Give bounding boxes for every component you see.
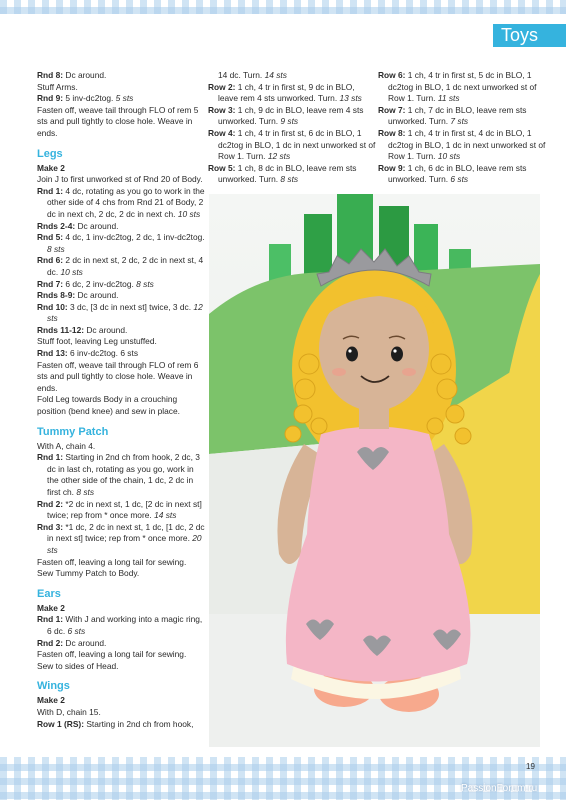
- right-eye: [391, 347, 403, 362]
- column-left: [37, 70, 207, 730]
- instruction-row: Row 9: 1 ch, 6 dc in BLO, leave rem sts unworked. Turn. 6 sts: [378, 162, 527, 185]
- instruction-row: Rnd 8: Dc around.: [37, 70, 107, 80]
- instruction-text: With D, chain 15.: [37, 706, 101, 717]
- instruction-row: Row 4: 1 ch, 4 tr in first st, 6 dc in BLO, 1 dc2tog in BLO, 1 dc in next unworked st of Row 1. Turn. 12 sts: [208, 127, 376, 162]
- instruction-row: Row 2: 1 ch, 4 tr in first st, 9 dc in BLO, leave rem 4 sts unworked. Turn. 13 sts: [208, 81, 362, 104]
- make-count: Make 2: [37, 602, 65, 613]
- doll-photo: [209, 194, 540, 747]
- instruction-text: Fasten off, weave tail through FLO of rem 6 sts and pull tightly to close hole. Weave in ends.: [37, 359, 199, 393]
- section-label: Toys: [501, 25, 539, 45]
- instruction-text: Fasten off, leaving a long tail for sewing.: [37, 556, 187, 567]
- instruction-row: Rnd 1: 4 dc, rotating as you go to work in the other side of 4 chs from Rnd 21 of Body, 2 dc in next ch, 2 dc, 2 dc in next ch. 10 sts: [37, 185, 205, 219]
- left-eye: [346, 347, 358, 362]
- instruction-text: Sew to sides of Head.: [37, 660, 119, 671]
- instruction-row: Rnd 9: 5 inv-dc2tog. 5 sts: [37, 93, 134, 104]
- make-count: Make 2: [37, 695, 65, 706]
- top-gingham-border: [0, 0, 566, 14]
- instruction-row: Rnds 2-4: Dc around.: [37, 220, 119, 231]
- heading-tummy-patch: Tummy Patch: [37, 425, 109, 438]
- column-right: [378, 70, 548, 186]
- instruction-row: Rnd 13: 6 inv-dc2tog. 6 sts: [37, 348, 139, 359]
- make-count: Make 2: [37, 162, 65, 173]
- instruction-row: Row 3: 1 ch, 9 dc in BLO, leave rem 4 sts unworked. Turn. 9 sts: [208, 104, 364, 127]
- section-tab: [493, 24, 566, 47]
- instruction-row: Row 8: 1 ch, 4 tr in first st, 4 dc in BLO, 1 dc2tog in BLO, 1 dc in next unworked st of Row 1. Turn. 10 sts: [378, 127, 546, 162]
- instruction-row: Rnd 6: 2 dc in next st, 2 dc, 2 dc in next st, 4 dc. 10 sts: [37, 255, 204, 277]
- heading-legs: Legs: [37, 147, 63, 160]
- instruction-row: Rnd 1: With J and working into a magic ring, 6 dc. 6 sts: [37, 614, 203, 636]
- instruction-text: Sew Tummy Patch to Body.: [37, 568, 140, 579]
- instruction-row: Rnd 7: 6 dc, 2 inv-dc2tog. 8 sts: [37, 278, 154, 289]
- column-middle: [208, 70, 376, 186]
- instruction-text: Stuff foot, leaving Leg unstuffed.: [37, 336, 157, 347]
- instruction-text: Join J to first unworked st of Rnd 20 of Body.: [37, 174, 203, 185]
- instruction-text: Fold Leg towards Body in a crouching position (bend knee) and sew in place.: [37, 394, 180, 417]
- instruction-row: Row 7: 1 ch, 7 dc in BLO, leave rem sts unworked. Turn. 7 sts: [378, 104, 527, 127]
- instruction-row: Rnds 11-12: Dc around.: [37, 324, 128, 335]
- page-number: 19: [526, 762, 535, 771]
- instruction-row: Row 1 (RS): Starting in 2nd ch from hook,: [37, 718, 194, 729]
- instruction-text: Fasten off, weave tail through FLO of rem 5 sts and pull tightly to close hole. Weave in ends.: [37, 104, 199, 138]
- instruction-text: With A, chain 4.: [37, 440, 96, 451]
- heading-wings: Wings: [37, 680, 70, 693]
- heading-ears: Ears: [37, 587, 61, 600]
- instruction-text: Stuff Arms.: [37, 81, 78, 92]
- watermark: PassionForum.ru: [461, 783, 538, 794]
- instruction-row: 14 dc. Turn. 14 sts: [218, 70, 287, 80]
- instruction-row: Row 5: 1 ch, 8 dc in BLO, leave rem sts unworked. Turn. 8 sts: [208, 162, 357, 185]
- instruction-row: Rnd 2: Dc around.: [37, 637, 107, 648]
- instruction-row: Rnds 8-9: Dc around.: [37, 290, 119, 301]
- instruction-row: Rnd 5: 4 dc, 1 inv-dc2tog, 2 dc, 1 inv-dc2tog. 8 sts: [37, 232, 205, 254]
- instruction-row: Rnd 10: 3 dc, [3 dc in next st] twice, 3 dc. 12 sts: [37, 301, 203, 324]
- instruction-row: Rnd 1: Starting in 2nd ch from hook, 2 dc, 3 dc in last ch, rotating as you go, work in the other side of the chain, 1 dc, 2 dc in first ch. 8 sts: [37, 452, 200, 497]
- instruction-row: Rnd 2: *2 dc in next st, 1 dc, [2 dc in next st] twice; rep from * once more. 14 sts: [37, 498, 202, 521]
- instruction-row: Rnd 3: *1 dc, 2 dc in next st, 1 dc, [1 dc, 2 dc in next st] twice; rep from * once more. 20 sts: [37, 521, 205, 555]
- instruction-row: Row 6: 1 ch, 4 tr in first st, 5 dc in BLO, 1 dc2tog in BLO, 1 dc next unworked st of Row 1. Turn. 11 sts: [378, 70, 537, 104]
- instruction-text: Fasten off, leaving a long tail for sewing.: [37, 649, 187, 660]
- doll-illustration: [209, 194, 540, 747]
